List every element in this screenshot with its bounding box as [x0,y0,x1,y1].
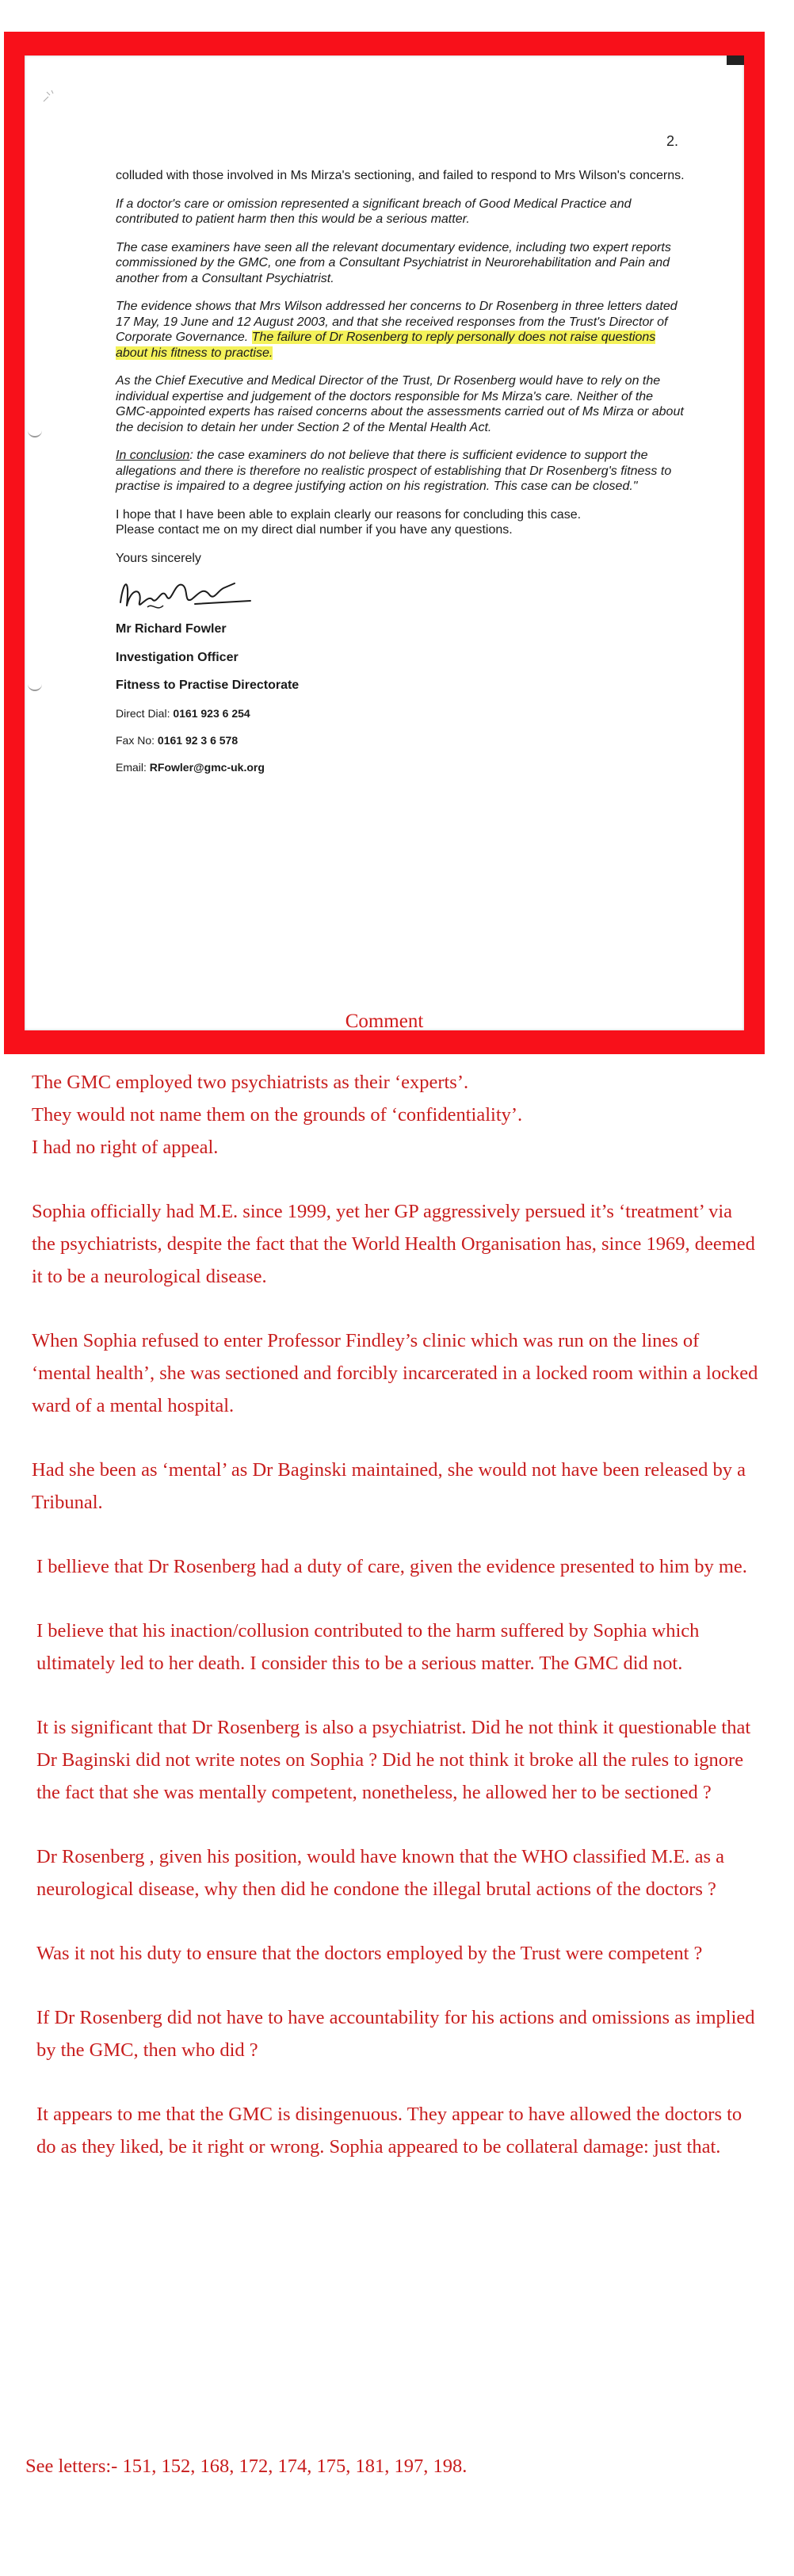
highlighted-text: The failure of Dr Rosenberg to reply personally does not raise questions about his fitness to practise. [116,331,656,360]
evidence-paragraph [116,299,686,361]
letter-body [116,168,686,787]
fax-value: 0161 92 3 6 578 [157,733,239,747]
conclusion-label: In conclusion [116,449,190,462]
sign-off: Yours sincerely [116,551,201,565]
punch-hole-mark [28,428,42,438]
closing-paragraph [116,507,686,538]
punch-hole-mark [28,682,42,691]
letter-page [25,55,744,1030]
commentary-intro [32,1066,761,1164]
see-letters-reference: See letters:- 151, 152, 168, 172, 174, 175, 181, 197, 198. [25,2456,468,2477]
comment-heading: Comment [345,1011,424,1032]
direct-dial [116,706,686,720]
direct-dial-number: 0161 923 6 254 [173,706,250,720]
scan-corner-mark [727,55,744,65]
letter-paragraph: colluded with those involved in Ms Mirza's sectioning, and failed to respond to Mrs Wilson's concerns. [116,169,685,182]
email-label: Email: [116,760,147,774]
fax-number [116,733,686,747]
commentary-paragraph: When Sophia refused to enter Professor Findley’s clinic which was run on the lines of ‘mental health’, she was sectioned and forcibly incarcerated in a locked room within a locked ward of a mental hospital. [32,1330,758,1416]
commentary-paragraph: I bellieve that Dr Rosenberg had a duty of care, given the evidence presented to him by me. [36,1556,747,1577]
letter-paragraph: As the Chief Executive and Medical Director of the Trust, Dr Rosenberg would have to rely on the individual expertise and judgement of the doctors responsible for Ms Mirza's care. Neither of the GMC-appointed experts has raised concerns about the assessments carried out of Ms Mirza or about the decision to detain her under Section 2 of the Mental Health Act. [116,374,684,434]
signatory-department: Fitness to Practise Directorate [116,678,300,692]
conclusion-paragraph [116,448,686,495]
commentary-paragraph: I believe that his inaction/collusion contributed to the harm suffered by Sophia which ultimately led to her death. I consider this to be a serious matter. The GMC did not. [36,1620,700,1674]
page-number: 2. [666,133,679,149]
email-address: RFowler@gmc-uk.org [149,760,265,774]
commentary-paragraph: Dr Rosenberg , given his position, would have known that the WHO classified M.E. as a neurological disease, why then did he condone the illegal brutal actions of the doctors ? [36,1846,725,1900]
email [116,760,686,774]
scanned-letter-frame [4,32,765,1054]
commentary-line: The GMC employed two psychiatrists as their ‘experts’. [32,1072,469,1093]
fax-label: Fax No: [116,733,155,747]
commentary [32,1066,761,2195]
letter-paragraph: If a doctor's care or omission represented a significant breach of Good Medical Practice and contributed to patient harm then this would be a serious matter. [116,197,632,226]
commentary-line: They would not name them on the grounds of ‘confidentiality’. [32,1104,523,1126]
commentary-paragraph: It appears to me that the GMC is disingenuous. They appear to have allowed the doctors to do as they liked, be it right or wrong. Sophia appeared to be collateral damage: just that. [36,2104,742,2157]
commentary-paragraph: If Dr Rosenberg did not have to have accountability for his actions and omissions as implied by the GMC, then who did ? [36,2007,755,2061]
conclusion-text: : the case examiners do not believe that there is sufficient evidence to support the allegations and there is therefore no realistic prospect of establishing that Dr Rosenberg's fitness to practise is impaired to a degree justifying action on his registration. This case can be closed." [116,449,672,493]
signature-icon [116,571,274,618]
letter-paragraph: The case examiners have seen all the relevant documentary evidence, including two expert reports commissioned by the GMC, one from a Consultant Psychiatrist in Neurorehabilitation and Pain and another from a Consultant Psychiatrist. [116,240,671,285]
closing-line: Please contact me on my direct dial number if you have any questions. [116,523,513,537]
commentary-paragraph: It is significant that Dr Rosenberg is also a psychiatrist. Did he not think it questionable that Dr Baginski did not write notes on Sophia ? Did he not think it broke all the rules to ignore the fact that she was mentally competent, nonetheless, he allowed her to be sectioned ? [36,1717,751,1803]
commentary-paragraph: Sophia officially had M.E. since 1999, yet her GP aggressively persued it’s ‘treatment’ via the psychiatrists, despite the fact that the World Health Organisation has, since 1969, deemed it to be a neurological disease. [32,1201,755,1287]
commentary-paragraph: Was it not his duty to ensure that the doctors employed by the Trust were competent ? [36,1943,703,1964]
commentary-paragraph: Had she been as ‘mental’ as Dr Baginski maintained, she would not have been released by a Tribunal. [32,1459,746,1513]
signatory-name: Mr Richard Fowler [116,622,227,636]
commentary-line: I had no right of appeal. [32,1137,219,1158]
pencil-mark-icon [42,89,58,105]
signature [116,571,686,618]
signatory-title: Investigation Officer [116,650,239,664]
direct-dial-label: Direct Dial: [116,706,170,720]
evidence-text: The evidence shows that Mrs Wilson addressed her concerns to Dr Rosenberg in three letters dated 17 May, 19 June and 12 August 2003, and that she received responses from the Trust's Director of Corporate Governance. [116,300,678,344]
closing-line: I hope that I have been able to explain clearly our reasons for concluding this case. [116,507,582,522]
